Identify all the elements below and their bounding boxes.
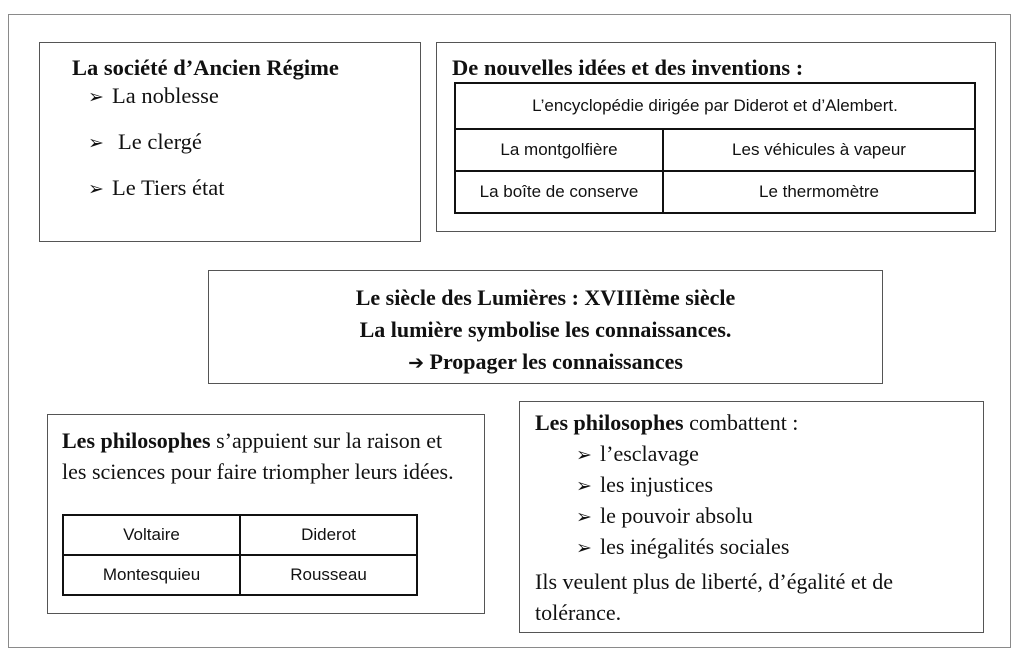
table-row bbox=[63, 555, 417, 595]
philosophers-label: Les philosophes bbox=[62, 428, 211, 453]
philosophers-fight-box bbox=[519, 401, 984, 633]
list-item: ➢ La noblesse bbox=[88, 83, 219, 108]
table-cell: Montesquieu bbox=[63, 555, 240, 595]
table-row bbox=[63, 515, 417, 555]
list-item: ➢ le pouvoir absolu bbox=[576, 503, 753, 528]
table-cell: Le thermomètre bbox=[663, 171, 975, 213]
list-item: ➢ l’esclavage bbox=[576, 441, 699, 466]
arrowhead-bullet-icon: ➢ bbox=[576, 445, 592, 466]
table-cell: Rousseau bbox=[240, 555, 417, 595]
table-row bbox=[455, 171, 975, 213]
philosophers-reason-box bbox=[47, 414, 485, 614]
arrowhead-bullet-icon: ➢ bbox=[88, 179, 104, 200]
table-row bbox=[455, 83, 975, 129]
arrowhead-bullet-icon: ➢ bbox=[576, 476, 592, 497]
lumieres-subtitle: La lumière symbolise les connaissances. bbox=[359, 317, 732, 342]
list-item: ➢ les injustices bbox=[576, 472, 714, 497]
inventions-table bbox=[454, 82, 976, 214]
arrowhead-bullet-icon: ➢ bbox=[88, 133, 104, 154]
list-item: ➢ les inégalités sociales bbox=[576, 534, 790, 559]
table-cell: La boîte de conserve bbox=[455, 171, 663, 213]
arrowhead-bullet-icon: ➢ bbox=[88, 87, 104, 108]
philosophers-table bbox=[62, 514, 418, 596]
table-row bbox=[455, 129, 975, 171]
philosophers-fight-intro: Les philosophes combattent : bbox=[535, 410, 799, 435]
table-cell: L’encyclopédie dirigée par Diderot et d’Alembert. bbox=[455, 83, 975, 129]
lumieres-conclusion: ➔ Propager les connaissances bbox=[408, 349, 683, 374]
table-cell: Voltaire bbox=[63, 515, 240, 555]
arrowhead-bullet-icon: ➢ bbox=[576, 538, 592, 559]
arrowhead-bullet-icon: ➢ bbox=[576, 507, 592, 528]
inventions-box bbox=[436, 42, 996, 232]
philosophers-label: Les philosophes bbox=[535, 410, 684, 435]
list-item: ➢ Le clergé bbox=[88, 129, 202, 154]
lumieres-box bbox=[208, 270, 883, 384]
list-item: ➢ Le Tiers état bbox=[88, 175, 225, 200]
ancien-regime-box bbox=[39, 42, 421, 242]
philosophers-reason-text: Les philosophes s’appuient sur la raison et les sciences pour faire triompher leurs idées. bbox=[62, 428, 454, 484]
table-cell: Les véhicules à vapeur bbox=[663, 129, 975, 171]
table-cell: Diderot bbox=[240, 515, 417, 555]
lumieres-title: Le siècle des Lumières : XVIIIème siècle bbox=[355, 285, 736, 310]
right-arrow-icon: ➔ bbox=[408, 352, 424, 374]
philosophers-goals: Ils veulent plus de liberté, d’égalité et de tolérance. bbox=[535, 569, 893, 625]
ancien-regime-title: La société d’Ancien Régime bbox=[72, 55, 339, 80]
table-cell: La montgolfière bbox=[455, 129, 663, 171]
inventions-title: De nouvelles idées et des inventions : bbox=[452, 55, 804, 80]
